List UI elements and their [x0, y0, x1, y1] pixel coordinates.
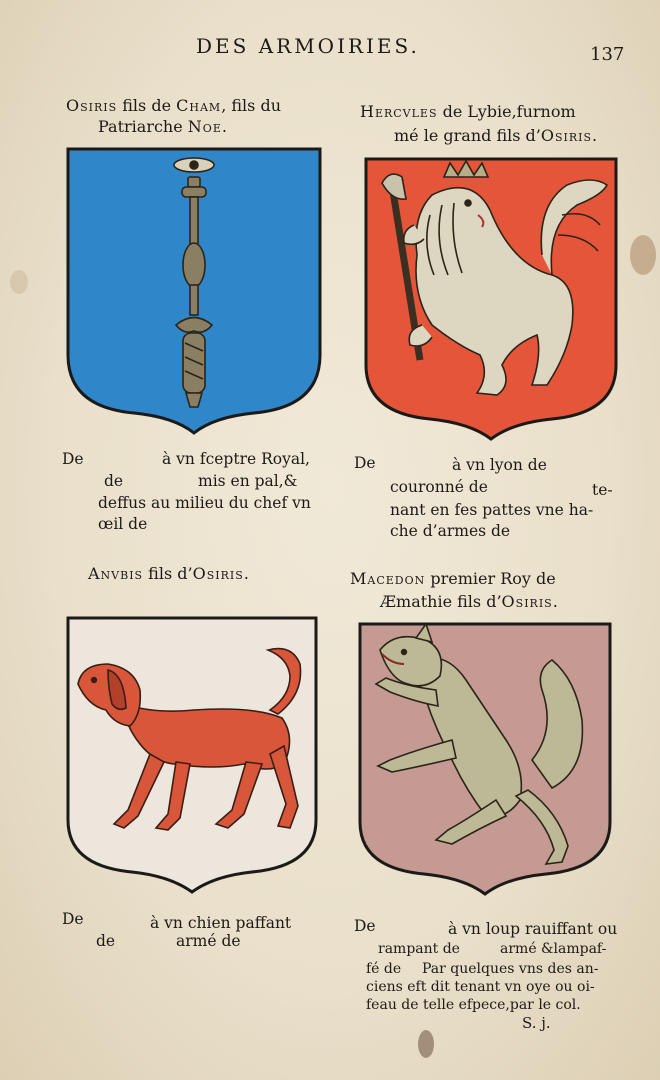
- caption-name: Osiris: [540, 126, 593, 145]
- caption-osiris: [66, 98, 281, 114]
- blazon-text: de: [96, 932, 116, 950]
- blazon-text: couronné de: [390, 478, 488, 496]
- caption-text: .: [243, 564, 249, 583]
- foxing-stain: [630, 235, 656, 275]
- caption-anubis: [88, 566, 249, 582]
- blazon-text: à vn lyon de: [452, 456, 547, 474]
- foxing-stain: [10, 270, 28, 294]
- blazon-text: à vn chien paffant: [150, 914, 292, 932]
- caption-name: Macedon: [350, 569, 426, 588]
- blazon-text: deffus au milieu du chef vn: [98, 494, 311, 512]
- running-head: DES ARMOIRIES.: [196, 34, 420, 58]
- blazon-text: fé de: [366, 961, 402, 977]
- blazon-text: ciens eft dit tenant vn oye ou oi-: [366, 979, 595, 995]
- caption-macedon: [350, 571, 556, 587]
- caption-text: Patriarche: [98, 117, 188, 136]
- caption-text: fils de: [117, 96, 177, 115]
- foxing-stain: [418, 1030, 434, 1058]
- blazon-text: De: [62, 450, 84, 468]
- caption-name: Cham: [176, 96, 222, 115]
- caption-macedon-line2: [380, 594, 558, 610]
- caption-text: .: [592, 126, 598, 145]
- shield-anubis: [64, 614, 320, 894]
- blazon-text: te-: [592, 481, 613, 499]
- blazon-text: à vn loup rauiffant ou: [448, 920, 618, 938]
- caption-name: Hercvles: [360, 102, 438, 121]
- blazon-text: Par quelques vns des an-: [422, 961, 599, 977]
- blazon-text: che d’armes de: [390, 522, 511, 540]
- caption-text: , fils du: [221, 96, 281, 115]
- caption-text: fils d’: [143, 564, 193, 583]
- page-number: 137: [590, 44, 625, 65]
- blazon-text: à vn fceptre Royal,: [162, 450, 310, 468]
- blazon-text: De: [354, 454, 376, 472]
- shield-hercules: [362, 155, 620, 441]
- caption-text: Æmathie fils d’: [380, 592, 502, 611]
- caption-name: Anvbis: [88, 564, 144, 583]
- caption-text: mé le grand fils d’: [394, 126, 541, 145]
- caption-hercules-line2: [394, 128, 597, 144]
- blazon-text: nant en fes pattes vne ha-: [390, 501, 594, 519]
- blazon-text: armé de: [176, 932, 241, 950]
- caption-name: Osiris: [192, 564, 244, 583]
- caption-text: de Lybie,furnom: [437, 102, 576, 121]
- blazon-text: De: [354, 917, 376, 935]
- blazon-text: feau de telle efpece,par le col.: [366, 997, 581, 1013]
- shield-macedon: [356, 620, 614, 896]
- blazon-text: rampant de: [378, 941, 460, 957]
- caption-osiris-line2: [98, 119, 227, 135]
- blazon-osiris: [62, 452, 84, 468]
- caption-text: .: [552, 592, 558, 611]
- caption-hercules: [360, 104, 576, 120]
- blazon-text: de: [104, 472, 124, 490]
- caption-name: Osiris: [66, 96, 118, 115]
- blazon-text: mis en pal,&: [198, 472, 298, 490]
- blazon-text: armé &lampaf-: [500, 941, 607, 957]
- caption-text: premier Roy de: [425, 569, 556, 588]
- caption-name: Osiris: [501, 592, 553, 611]
- blazon-text: œil de: [98, 515, 148, 533]
- shield-osiris: [64, 145, 324, 435]
- caption-name: Noe: [187, 117, 222, 136]
- caption-text: .: [221, 117, 227, 136]
- blazon-text: De: [62, 910, 84, 928]
- signature-mark: S. j.: [522, 1014, 551, 1032]
